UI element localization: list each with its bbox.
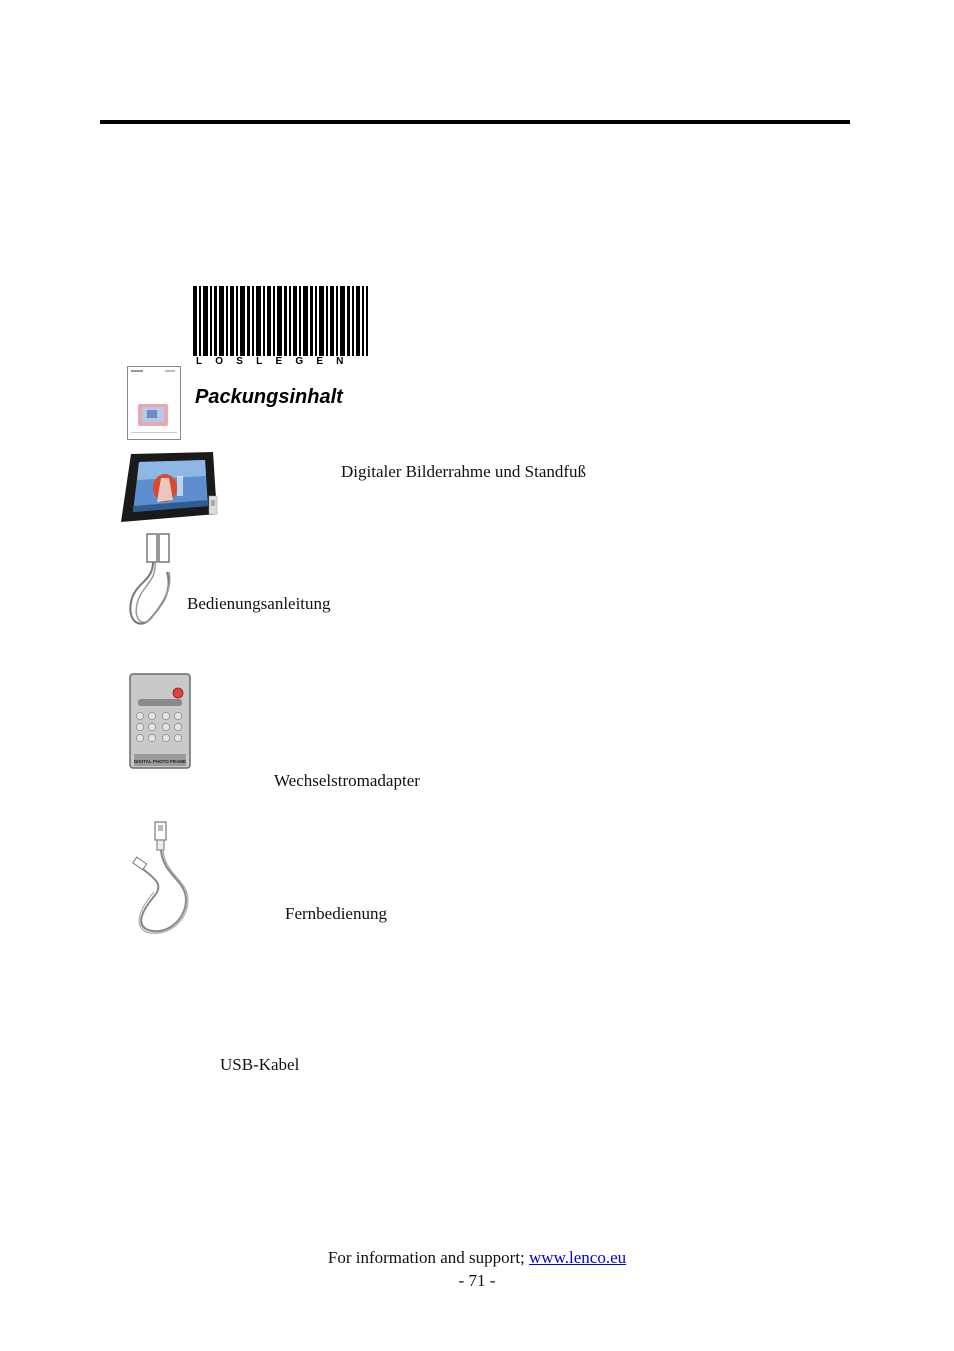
- support-link[interactable]: www.lenco.eu: [529, 1248, 627, 1267]
- remote-label: DIGITAL PHOTO FRAME: [133, 759, 187, 764]
- barcode-label: LOSLEGEN: [196, 356, 357, 367]
- photo-frame-icon: [117, 448, 223, 528]
- page-number: - 71 -: [458, 1271, 496, 1290]
- manual-booklet-icon: [127, 366, 181, 440]
- item-label-manual: Bedienungsanleitung: [187, 594, 331, 613]
- item-label-usb: USB-Kabel: [220, 1055, 300, 1074]
- footer-text: For information and support;: [327, 1248, 530, 1267]
- section-title: Packungsinhalt: [195, 386, 343, 408]
- remote-control-icon: [128, 672, 192, 770]
- item-label-adapter: Wechselstromadapter: [274, 771, 420, 790]
- ac-adapter-icon: [123, 532, 185, 632]
- usb-cable-icon: [130, 820, 196, 940]
- footer-support-line: [0, 1248, 954, 1268]
- barcode-graphic: [193, 286, 368, 356]
- item-label-frame: Digitaler Bilderrahme und Standfuß: [341, 462, 587, 481]
- header-rule: [100, 120, 850, 124]
- item-label-remote: Fernbedienung: [285, 904, 387, 923]
